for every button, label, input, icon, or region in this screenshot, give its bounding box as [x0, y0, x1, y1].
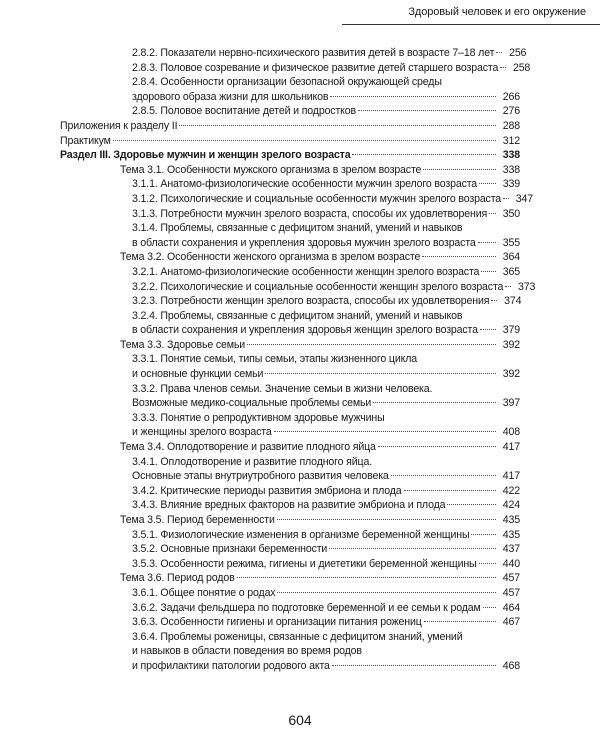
toc-entry [60, 104, 520, 119]
dot-leader [247, 344, 496, 345]
toc-entry [60, 163, 520, 178]
toc-entry-page: 437 [502, 543, 520, 556]
toc-entry-page: 392 [502, 368, 520, 381]
toc-entry-title: Тема 3.5. Период беременности [120, 514, 275, 526]
toc-entry-title: и основные функции семьи [132, 368, 264, 381]
toc-entry-title: 2.8.5. Половое воспитание детей и подростков [132, 105, 356, 118]
dot-leader [179, 125, 496, 126]
toc-entry-page: 374 [504, 295, 522, 308]
toc-entry [60, 90, 520, 105]
toc-entry [60, 469, 520, 484]
toc-entry-title: Раздел III. Здоровье мужчин и женщин зрелого возраста [60, 149, 351, 162]
toc-entry [60, 615, 520, 630]
toc-entry [60, 309, 520, 324]
toc-entry-title: Тема 3.1. Особенности мужского организма в зрелом возрасте [120, 163, 422, 176]
toc-entry [60, 265, 520, 280]
dot-leader [471, 534, 496, 535]
toc-entry-title: 3.1.1. Анатомо-физиологические особенности мужчин зрелого возраста [132, 178, 478, 191]
toc-entry-page: 338 [502, 163, 520, 176]
toc-entry-page: 392 [502, 338, 520, 351]
toc-entry [60, 411, 520, 426]
toc-entry-title: 3.3.1. Понятие семьи, типы семьи, этапы жизненного цикла [132, 353, 417, 366]
toc-entry [60, 61, 531, 76]
toc-entry-title: 2.8.2. Показатели нервно-психического развития детей в возрасте 7–18 лет [132, 47, 495, 59]
toc-entry [60, 484, 520, 499]
toc-entry [60, 280, 536, 295]
toc-entry-page: 373 [518, 280, 536, 293]
toc-entry-page: 347 [515, 192, 534, 205]
toc-entry [60, 46, 527, 61]
dot-leader [404, 490, 497, 491]
toc-entry-title: и профилактики патологии родового акта [132, 659, 330, 672]
toc-entry-title: 3.1.3. Потребности мужчин зрелого возраста, способы их удовлетворения [132, 207, 488, 220]
toc-entry-title: 3.2.1. Анатомо-физиологические особенности женщин зрелого возраста [132, 265, 480, 278]
toc-entry [60, 528, 520, 543]
toc-entry-page: 440 [502, 557, 520, 570]
toc-entry-title: в области сохранения и укрепления здоровья мужчин зрелого возраста [132, 236, 476, 249]
toc-entry-page: 408 [502, 426, 520, 439]
dot-leader [496, 52, 502, 53]
toc-entry-page: 276 [502, 105, 520, 118]
toc-entry [60, 659, 520, 674]
toc-entry-page: 417 [502, 441, 520, 454]
dot-leader [330, 96, 496, 97]
dot-leader [277, 592, 496, 593]
toc-entry [60, 542, 520, 557]
dot-leader [329, 548, 496, 549]
toc-entry [60, 557, 520, 572]
toc-entry [60, 440, 520, 455]
toc-entry-title: 2.8.4. Особенности организации безопасной окружающей среды [132, 76, 442, 89]
toc-entry-title: здорового образа жизни для школьников [132, 90, 329, 103]
dot-leader [277, 519, 496, 520]
toc-entry-page: 364 [502, 251, 520, 264]
running-title: Здоровый человек и его окружение [408, 6, 586, 18]
dot-leader [378, 446, 496, 447]
toc-entry-title: 3.5.1. Физиологические изменения в организме беременной женщины [132, 528, 470, 541]
toc-entry-page: 266 [502, 90, 520, 103]
toc-entry [60, 396, 520, 411]
toc-entry-page: 422 [502, 484, 520, 497]
dot-leader [332, 665, 496, 666]
toc-entry-title: 3.5.2. Основные признаки беременности [132, 543, 328, 556]
toc-entry [60, 75, 520, 90]
dot-leader [479, 563, 497, 564]
dot-leader [373, 402, 496, 403]
toc-entry-page: 256 [509, 47, 527, 59]
dot-leader [500, 67, 506, 68]
dot-leader [483, 607, 496, 608]
dot-leader [352, 154, 496, 155]
toc-entry [60, 367, 520, 382]
toc-entry-title: Возможные медико-социальные проблемы семьи [132, 397, 372, 410]
toc-entry-title: Тема 3.2. Особенности женского организма в зрелом возрасте [120, 251, 421, 264]
toc-entry [60, 323, 520, 338]
toc-entry [60, 148, 520, 163]
toc-entry [60, 207, 520, 222]
toc-entry-page: 467 [502, 616, 520, 629]
dot-leader [479, 183, 496, 184]
toc-entry-title: 3.6.4. Проблемы роженицы, связанные с дефицитом знаний, умений [132, 630, 463, 643]
toc-entry-page: 339 [502, 178, 520, 191]
toc-entry [60, 352, 520, 367]
toc-entry [60, 630, 520, 645]
toc-entry-title: Тема 3.6. Период родов [120, 572, 235, 585]
dot-leader [391, 475, 496, 476]
toc-entry-title: 3.4.1. Оплодотворение и развитие плодного яйца. [132, 455, 372, 468]
table-of-contents [60, 46, 536, 674]
toc-entry-page: 457 [502, 586, 520, 599]
toc-entry-title: 3.6.3. Особенности гигиены и организации питания рожениц [132, 616, 422, 629]
toc-entry-title: 3.3.3. Понятие о репродуктивном здоровье мужчины [132, 411, 385, 424]
toc-entry [60, 601, 520, 616]
toc-entry [60, 338, 520, 353]
header-rule [342, 24, 600, 25]
toc-entry-page: 417 [502, 470, 520, 483]
toc-entry-page: 457 [502, 572, 520, 585]
toc-entry-page: 312 [502, 134, 520, 147]
toc-entry [60, 455, 520, 470]
toc-entry-title: 3.6.2. Задачи фельдшера по подготовке беременной и ее семьи к родам [132, 601, 481, 614]
toc-entry-title: Основные этапы внутриутробного развития человека [132, 470, 389, 483]
toc-entry-page: 379 [502, 324, 520, 337]
toc-entry-title: 3.3.2. Права членов семьи. Значение семьи в жизни человека. [132, 382, 433, 395]
toc-entry [60, 498, 520, 513]
dot-leader [478, 242, 496, 243]
toc-entry [60, 192, 534, 207]
dot-leader [503, 198, 509, 199]
toc-entry-title: 3.1.4. Проблемы, связанные с дефицитом знаний, умений и навыков [132, 222, 463, 235]
dot-leader [237, 577, 496, 578]
toc-entry [60, 119, 520, 134]
toc-entry-page: 350 [502, 207, 520, 220]
toc-entry [60, 586, 520, 601]
toc-entry-page: 355 [502, 236, 520, 249]
dot-leader [481, 271, 496, 272]
toc-entry-title: Приложения к разделу II [60, 119, 178, 132]
running-header [342, 0, 600, 22]
toc-entry-title: 3.5.3. Особенности режима, гигиены и диететики беременной женщины [132, 557, 477, 570]
toc-entry-page: 464 [502, 601, 520, 614]
toc-entry [60, 134, 520, 149]
dot-leader [422, 256, 496, 257]
dot-leader [491, 300, 497, 301]
toc-entry-title: в области сохранения и укрепления здоровья женщин зрелого возраста [132, 324, 478, 337]
toc-entry-page: 258 [512, 61, 531, 74]
dot-leader [447, 504, 496, 505]
dot-leader [265, 373, 496, 374]
dot-leader [505, 286, 511, 287]
toc-entry [60, 425, 520, 440]
dot-leader [113, 140, 496, 141]
toc-entry-title: Тема 3.3. Здоровье семьи [120, 338, 246, 351]
toc-entry-title: и женщины зрелого возраста [132, 426, 272, 439]
toc-entry [60, 382, 520, 397]
toc-entry [60, 221, 520, 236]
toc-entry-title: 3.1.2. Психологические и социальные особенности мужчин зрелого возраста [132, 192, 502, 205]
toc-entry-title: 3.4.3. Влияние вредных факторов на развитие эмбриона и плода [132, 499, 446, 512]
dot-leader [489, 213, 496, 214]
toc-entry-title: 3.6.1. Общее понятие о родах [132, 586, 276, 599]
toc-entry [60, 571, 520, 586]
toc-entry-page: 468 [502, 659, 520, 672]
toc-entry-title: 3.2.4. Проблемы, связанные с дефицитом знаний, умений и навыков [132, 309, 463, 322]
page-number: 604 [288, 712, 312, 728]
toc-entry-page: 435 [502, 514, 520, 526]
toc-entry [60, 177, 520, 192]
dot-leader [424, 621, 496, 622]
dot-leader [423, 169, 496, 170]
dot-leader [274, 431, 496, 432]
toc-entry [60, 250, 520, 265]
toc-entry-title: и навыков в области поведения во время родов [132, 645, 362, 658]
toc-entry [60, 513, 520, 528]
toc-entry-title: 3.2.2. Психологические и социальные особенности женщин зрелого возраста [132, 280, 504, 293]
toc-entry-page: 365 [502, 265, 520, 278]
toc-entry-title: 2.8.3. Половое созревание и физическое развитие детей старшего возраста [132, 61, 499, 74]
toc-entry [60, 644, 520, 659]
toc-entry-page: 338 [502, 149, 520, 162]
toc-entry-page: 288 [502, 119, 520, 132]
toc-entry-title: 3.2.3. Потребности женщин зрелого возраста, способы их удовлетворения [132, 295, 490, 308]
toc-entry [60, 236, 520, 251]
dot-leader [480, 329, 496, 330]
dot-leader [358, 110, 496, 111]
toc-entry-page: 424 [502, 499, 520, 512]
toc-entry [60, 294, 520, 309]
toc-entry-title: Практикум [60, 134, 111, 147]
toc-entry-page: 435 [502, 528, 520, 541]
toc-entry-page: 397 [502, 397, 520, 410]
toc-entry-title: Тема 3.4. Оплодотворение и развитие плодного яйца [120, 441, 376, 454]
toc-entry-title: 3.4.2. Критические периоды развития эмбриона и плода [132, 484, 402, 497]
